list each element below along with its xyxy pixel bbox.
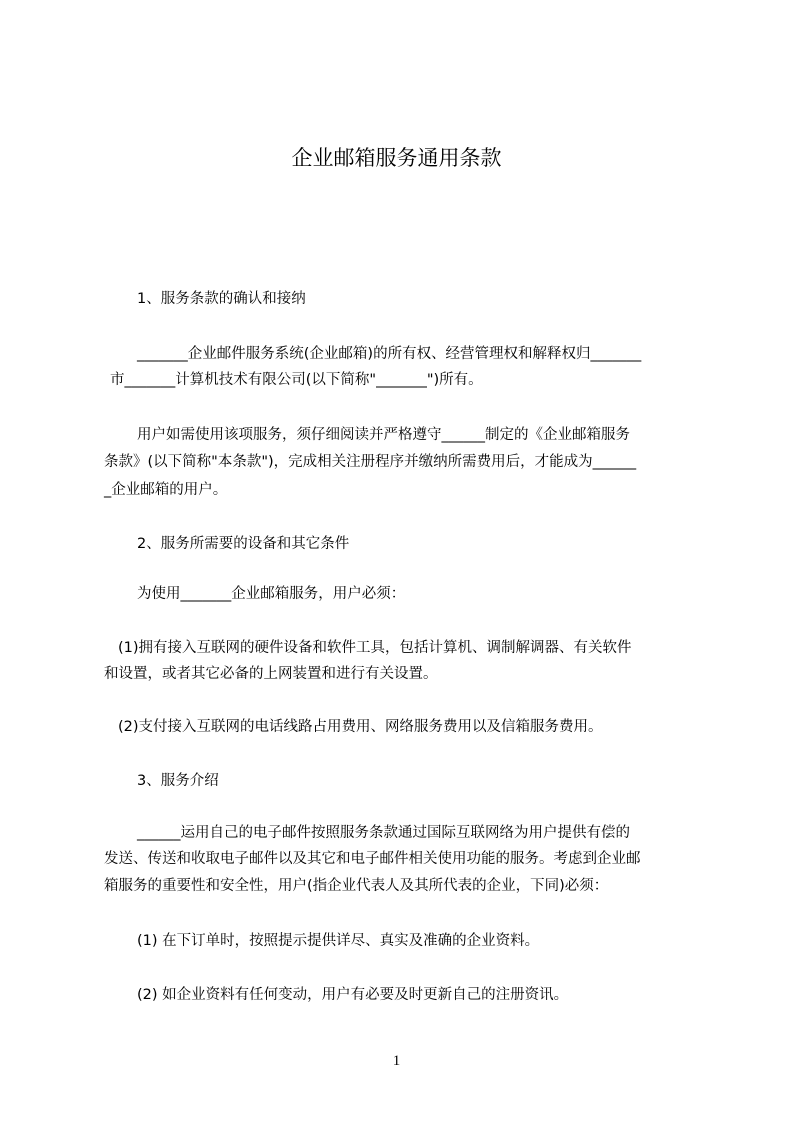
paragraph-line: 和设置，或者其它必备的上网装置和进行有关设置。 [104,666,438,682]
paragraph-line: 发送、传送和收取电子邮件以及其它和电子邮件相关使用功能的服务。考虑到企业邮 [104,851,641,867]
paragraph-line: 箱服务的重要性和安全性，用户(指企业代表人及其所代表的企业，下同)必须： [104,878,609,894]
paragraph-line: ______运用自己的电子邮件按照服务条款通过国际互联网络为用户提供有偿的 [137,825,630,841]
section-heading-3: 3、服务介绍 [137,773,219,789]
document-title: 企业邮箱服务通用条款 [291,146,502,170]
paragraph-line: 市_______计算机技术有限公司(以下简称"_______")所有。 [110,372,483,388]
paragraph-line: (2) 如企业资料有任何变动，用户有必要及时更新自己的注册资讯。 [137,987,569,1003]
paragraph-line: 用户如需使用该项服务，须仔细阅读并严格遵守______制定的《企业邮箱服务 [137,427,630,443]
paragraph-line: (1) 在下订单时，按照提示提供详尽、真实及准确的企业资料。 [137,933,540,949]
section-heading-2: 2、服务所需要的设备和其它条件 [137,536,350,552]
page-number: 1 [392,1053,401,1069]
paragraph-line: 为使用_______企业邮箱服务，用户必须： [137,586,406,602]
paragraph-line: 条款》(以下简称"本条款")，完成相关注册程序并缴纳所需费用后，才能成为______ [104,454,637,470]
paragraph-line: (1)拥有接入互联网的硬件设备和软件工具，包括计算机、调制解调器、有关软件 [118,640,632,656]
paragraph-line: (2)支付接入互联网的电话线路占用费用、网络服务费用以及信箱服务费用。 [118,719,603,735]
section-heading-1: 1、服务条款的确认和接纳 [137,291,306,307]
paragraph-line: _企业邮箱的用户。 [104,482,228,498]
paragraph-line: _______企业邮件服务系统(企业邮箱)的所有权、经营管理权和解释权归_______ [137,346,642,362]
